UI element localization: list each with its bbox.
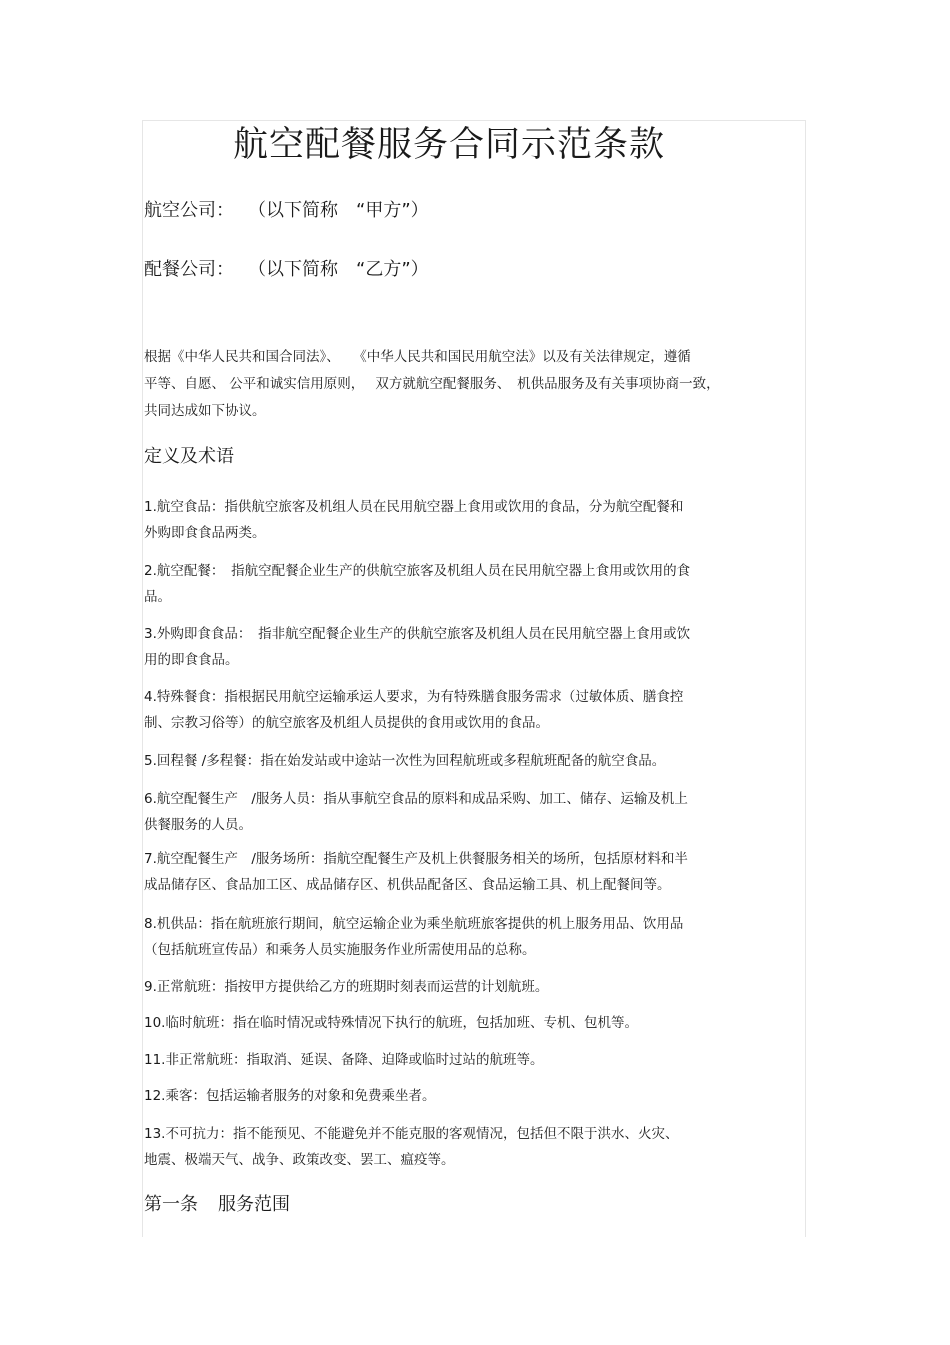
term-line: 8.机供品：指在航班旅行期间，航空运输企业为乘坐航班旅客提供的机上服务用品、饮用品 xyxy=(144,916,684,932)
term-line: 5.回程餐 /多程餐：指在始发站或中途站一次性为回程航班或多程航班配备的航空食品。 xyxy=(144,753,666,769)
party-b-note: （以下简称 “乙方”） xyxy=(248,259,429,280)
term-line: 7.航空配餐生产 /服务场所：指航空配餐生产及机上供餐服务相关的场所，包括原材料和半 xyxy=(144,851,688,867)
term-line: 供餐服务的人员。 xyxy=(144,817,252,833)
term-line: （包括航班宣传品）和乘务人员实施服务作业所需使用品的总称。 xyxy=(144,942,536,958)
term-line: 12.乘客：包括运输者服务的对象和免费乘坐者。 xyxy=(144,1088,436,1104)
term-line: 13.不可抗力：指不能预见、不能避免并不能克服的客观情况，包括但不限于洪水、火灾、 xyxy=(144,1126,679,1142)
term-line: 9.正常航班：指按甲方提供给乙方的班期时刻表而运营的计划航班。 xyxy=(144,979,549,995)
term-line: 1.航空食品：指供航空旅客及机组人员在民用航空器上食用或饮用的食品，分为航空配餐和 xyxy=(144,499,684,515)
term-line: 2.航空配餐： 指航空配餐企业生产的供航空旅客及机组人员在民用航空器上食用或饮用的食 xyxy=(144,563,691,579)
term-line: 11.非正常航班：指取消、延误、备降、迫降或临时过站的航班等。 xyxy=(144,1052,544,1068)
term-line: 10.临时航班：指在临时情况或特殊情况下执行的航班，包括加班、专机、包机等。 xyxy=(144,1015,638,1031)
term-item xyxy=(144,621,764,673)
term-item xyxy=(144,748,764,774)
party-a-line xyxy=(144,199,429,223)
term-item xyxy=(144,1121,764,1173)
preamble-line: 共同达成如下协议。 xyxy=(144,403,266,419)
term-line: 地震、极端天气、战争、政策改变、罢工、瘟疫等。 xyxy=(144,1152,455,1168)
term-item xyxy=(144,558,764,610)
article-number: 第一条 xyxy=(144,1194,198,1215)
party-b-label: 配餐公司： xyxy=(144,259,234,280)
article-title: 服务范围 xyxy=(218,1194,290,1215)
definitions-heading: 定义及术语 xyxy=(144,446,234,467)
term-item xyxy=(144,911,764,963)
term-item xyxy=(144,1010,764,1036)
article-one-heading xyxy=(144,1192,290,1218)
term-item xyxy=(144,846,764,898)
party-a-label: 航空公司： xyxy=(144,200,234,221)
term-line: 品。 xyxy=(144,589,171,605)
document-title: 航空配餐服务合同示范条款 xyxy=(232,125,665,165)
term-item xyxy=(144,1083,764,1109)
term-line: 成品储存区、食品加工区、成品储存区、机供品配备区、食品运输工具、机上配餐间等。 xyxy=(144,877,671,893)
term-item xyxy=(144,684,764,736)
preamble-line: 平等、自愿、 公平和诚实信用原则， 双方就航空配餐服务、 机供品服务及有关事项协商一致， xyxy=(144,376,720,392)
term-line: 外购即食食品两类。 xyxy=(144,525,266,541)
term-item xyxy=(144,1047,764,1073)
term-line: 6.航空配餐生产 /服务人员：指从事航空食品的原料和成品采购、加工、储存、运输及机上 xyxy=(144,791,688,807)
preamble-line: 根据《中华人民共和国合同法》、 《中华人民共和国民用航空法》以及有关法律规定，遵循 xyxy=(144,349,691,365)
term-line: 4.特殊餐食：指根据民用航空运输承运人要求，为有特殊膳食服务需求（过敏体质、膳食控 xyxy=(144,689,684,705)
term-item xyxy=(144,786,764,838)
term-item xyxy=(144,494,764,546)
party-a-note: （以下简称 “甲方”） xyxy=(248,200,429,221)
term-line: 3.外购即食食品： 指非航空配餐企业生产的供航空旅客及机组人员在民用航空器上食用或饮 xyxy=(144,626,691,642)
term-item xyxy=(144,974,764,1000)
term-line: 用的即食食品。 xyxy=(144,652,239,668)
term-line: 制、宗教习俗等）的航空旅客及机组人员提供的食用或饮用的食品。 xyxy=(144,715,549,731)
party-b-line xyxy=(144,258,429,282)
preamble-paragraph xyxy=(144,344,784,425)
